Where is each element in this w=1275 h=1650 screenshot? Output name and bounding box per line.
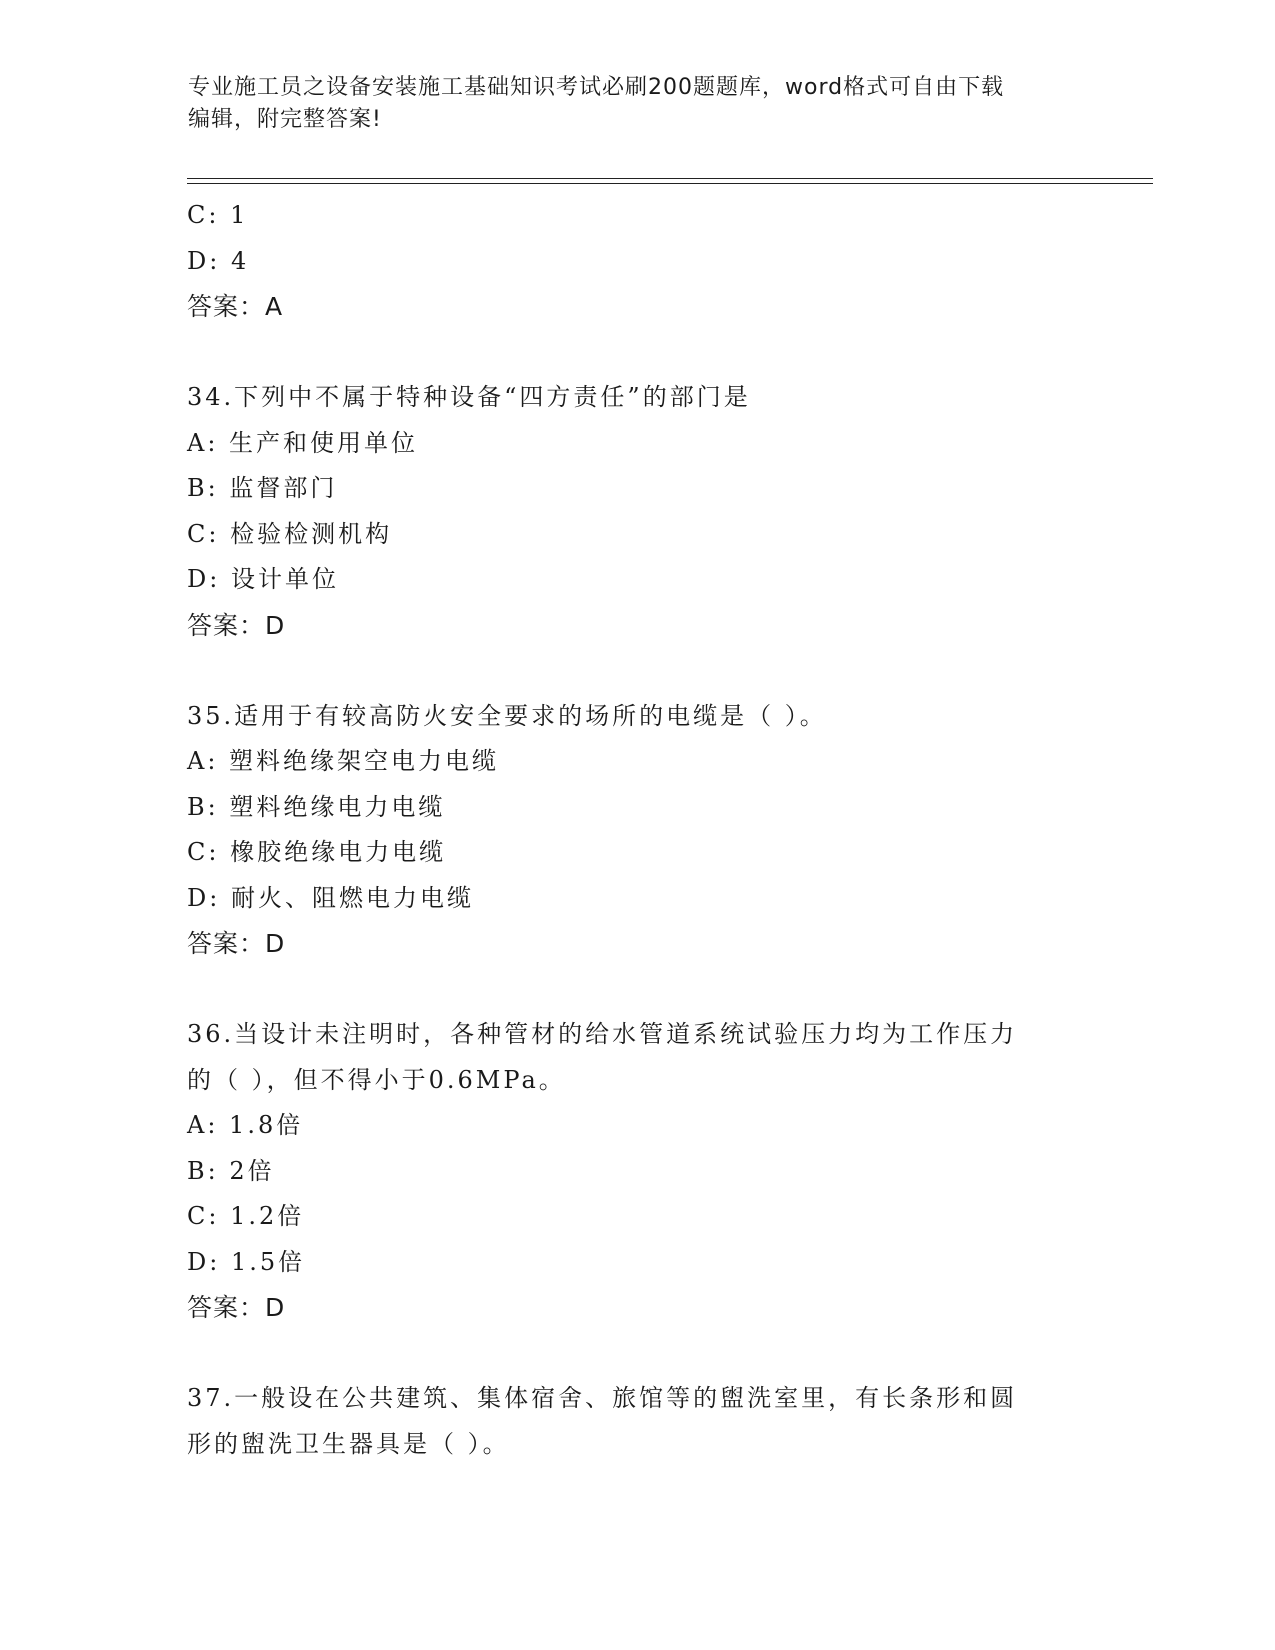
spacer (187, 648, 1087, 694)
header-title-line-2: 编辑，附完整答案! (188, 107, 382, 132)
option-d: D: 1.5倍 (187, 1247, 306, 1276)
question-stem-line-1: 37.一般设在公共建筑、集体宿舍、旅馆等的盥洗室里，有长条形和圆 (187, 1384, 1018, 1412)
option-b: B: 监督部门 (187, 474, 338, 502)
question-stem-line-2: 的（ ），但不得小于0.6MPa。 (187, 1065, 566, 1094)
question-33-tail (187, 193, 1087, 330)
option-c: C: 1.2倍 (187, 1202, 305, 1230)
option-c: C: 1 (187, 201, 249, 229)
spacer (187, 967, 1087, 1013)
question-stem: 34.下列中不属于特种设备“四方责任”的部门是 (187, 383, 751, 411)
question-37 (187, 1376, 1087, 1467)
question-list (187, 193, 1087, 1467)
question-stem-line-1: 36.当设计未注明时，各种管材的给水管道系统试验压力均为工作压力 (187, 1020, 1018, 1048)
question-stem-line-2: 形的盥洗卫生器具是（ ）。 (187, 1429, 510, 1458)
answer-line: 答案：D (187, 929, 286, 958)
question-stem: 35.适用于有较高防火安全要求的场所的电缆是（ ）。 (187, 701, 827, 730)
header-title-line-1: 专业施工员之设备安装施工基础知识考试必刷200题题库，word格式可自由下载 (188, 75, 1005, 100)
option-a: A: 生产和使用单位 (187, 428, 419, 457)
question-36 (187, 1012, 1087, 1331)
option-b: B: 塑料绝缘电力电缆 (187, 792, 446, 821)
option-a: A: 塑料绝缘架空电力电缆 (187, 747, 500, 775)
option-c: C: 检验检测机构 (187, 519, 393, 548)
document-header (188, 72, 1088, 136)
answer-line: 答案：A (187, 292, 284, 321)
spacer (187, 330, 1087, 376)
answer-line: 答案：D (187, 610, 286, 640)
option-d: D: 耐火、阻燃电力电缆 (187, 883, 474, 912)
header-divider-bottom (187, 183, 1153, 184)
option-d: D: 设计单位 (187, 565, 339, 593)
question-35 (187, 694, 1087, 967)
spacer (187, 1331, 1087, 1377)
option-b: B: 2倍 (187, 1156, 275, 1185)
option-c: C: 橡胶绝缘电力电缆 (187, 838, 447, 866)
question-34 (187, 375, 1087, 648)
header-divider-top (187, 178, 1153, 179)
answer-line: 答案：D (187, 1293, 286, 1322)
option-d: D: 4 (187, 246, 250, 275)
option-a: A: 1.8倍 (187, 1111, 304, 1139)
